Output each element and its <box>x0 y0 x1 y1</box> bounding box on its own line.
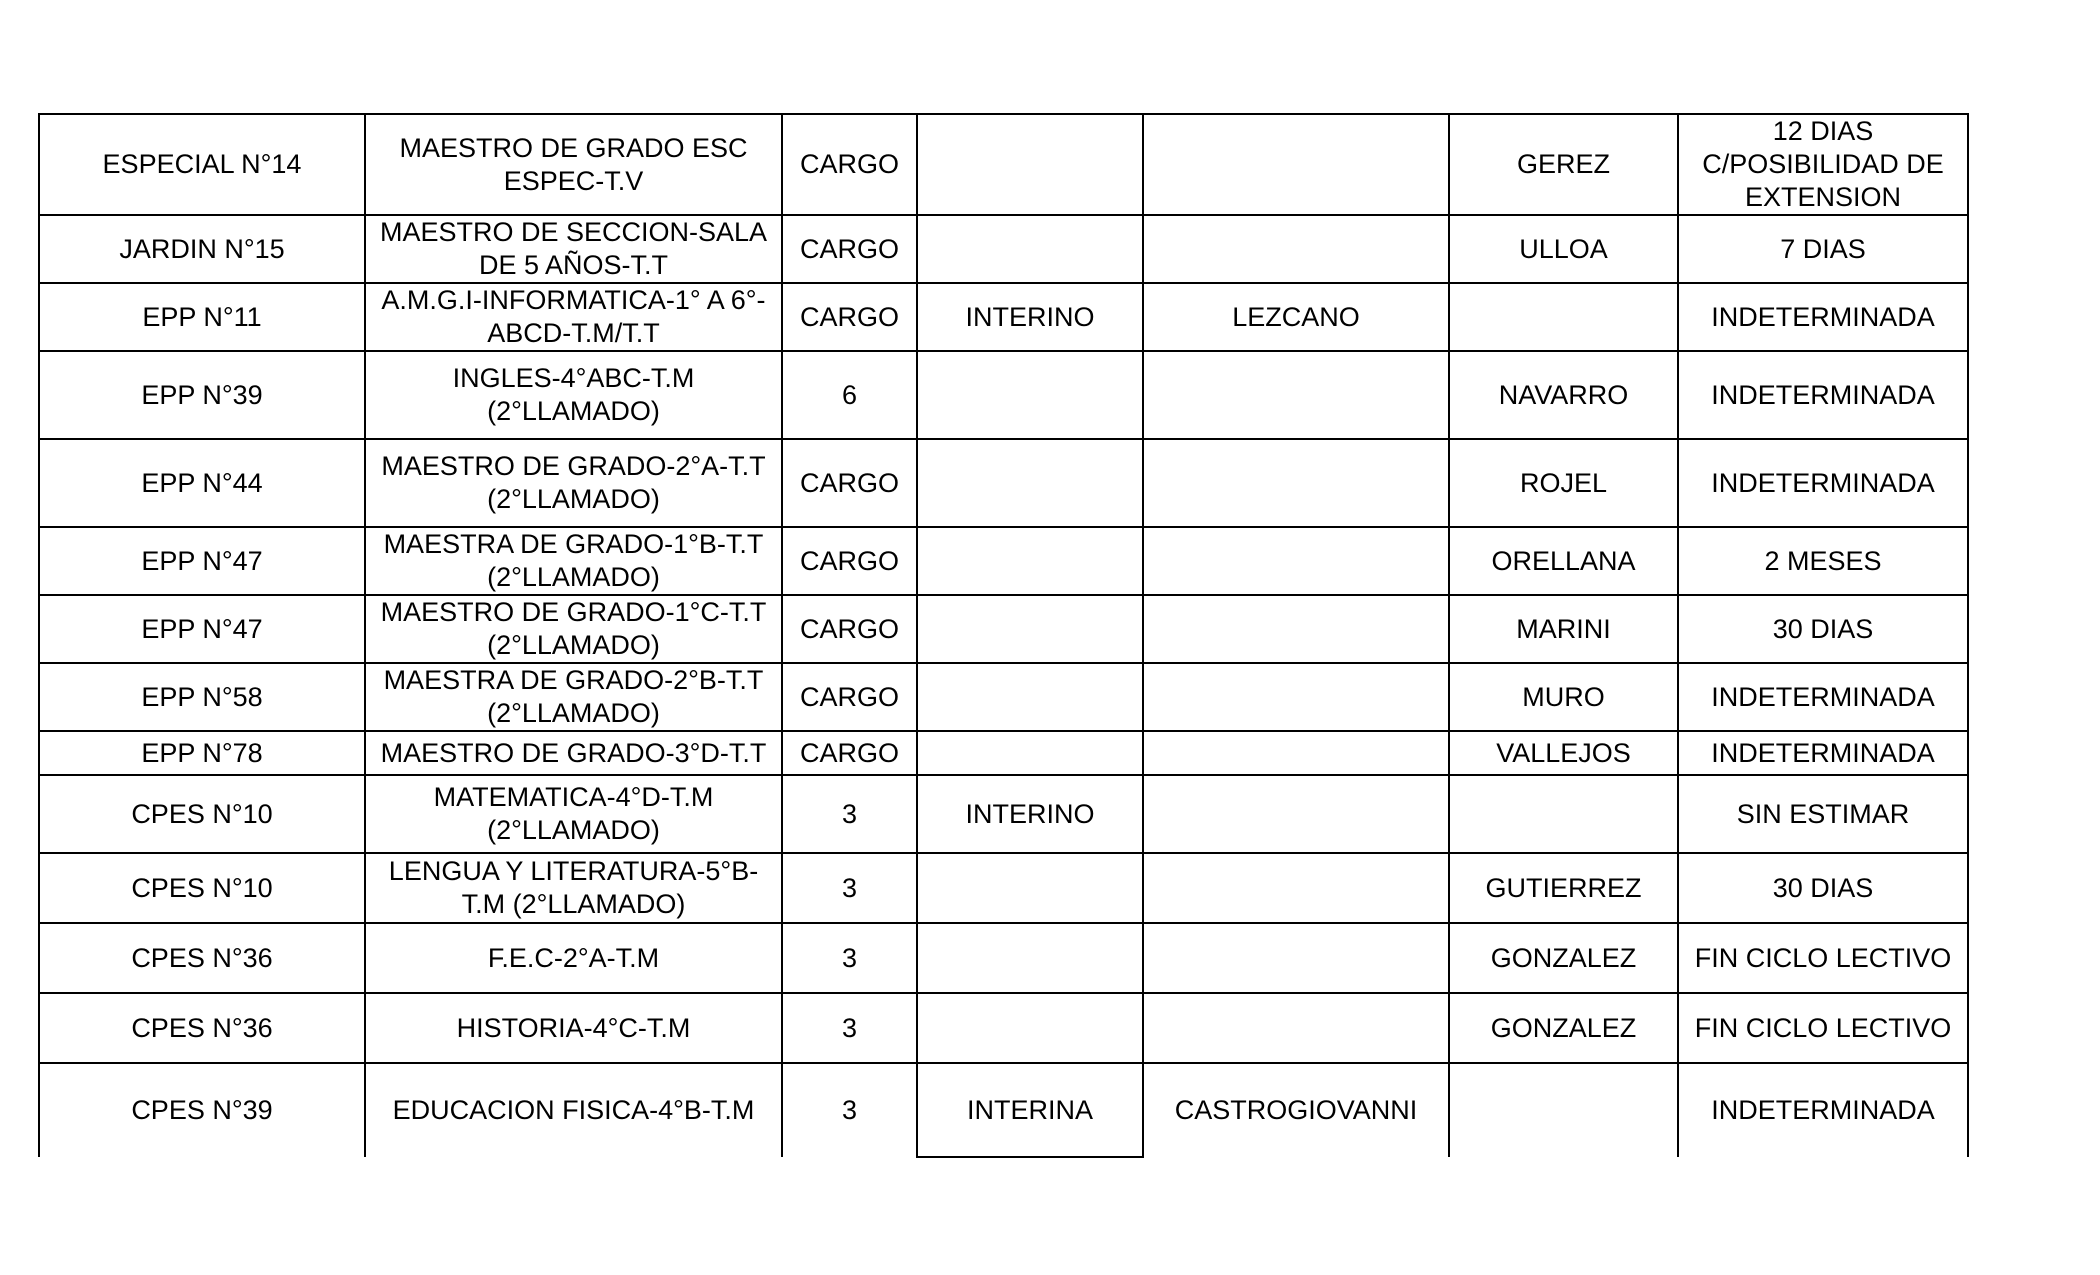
position-cell: F.E.C-2°A-T.M <box>365 923 782 993</box>
table-row <box>39 853 1968 923</box>
holder-cell <box>1143 527 1449 595</box>
status-cell <box>917 923 1143 993</box>
position-cell: MAESTRA DE GRADO-1°B-T.T (2°LLAMADO) <box>365 527 782 595</box>
table-row <box>39 993 1968 1063</box>
holder-cell: CASTROGIOVANNI <box>1143 1063 1449 1157</box>
replaced-cell: MURO <box>1449 663 1678 731</box>
holder-cell <box>1143 215 1449 283</box>
replaced-cell: GEREZ <box>1449 114 1678 215</box>
hours-cell: CARGO <box>782 595 917 663</box>
status-cell <box>917 731 1143 775</box>
school-cell: EPP N°78 <box>39 731 365 775</box>
position-cell: MAESTRO DE GRADO-1°C-T.T (2°LLAMADO) <box>365 595 782 663</box>
replaced-cell: VALLEJOS <box>1449 731 1678 775</box>
status-cell <box>917 853 1143 923</box>
duration-cell: INDETERMINADA <box>1678 283 1968 351</box>
table-row <box>39 283 1968 351</box>
table-row <box>39 1063 1968 1157</box>
position-cell: LENGUA Y LITERATURA-5°B-T.M (2°LLAMADO) <box>365 853 782 923</box>
replaced-cell <box>1449 775 1678 853</box>
school-cell: EPP N°47 <box>39 527 365 595</box>
duration-cell: INDETERMINADA <box>1678 663 1968 731</box>
holder-cell <box>1143 351 1449 439</box>
school-cell: EPP N°11 <box>39 283 365 351</box>
table-body <box>39 114 1968 1157</box>
duration-cell: INDETERMINADA <box>1678 731 1968 775</box>
hours-cell: CARGO <box>782 731 917 775</box>
table-row <box>39 923 1968 993</box>
hours-cell: 6 <box>782 351 917 439</box>
holder-cell <box>1143 439 1449 527</box>
hours-cell: 3 <box>782 853 917 923</box>
status-cell <box>917 114 1143 215</box>
holder-cell <box>1143 775 1449 853</box>
status-cell: INTERINO <box>917 283 1143 351</box>
status-cell <box>917 351 1143 439</box>
duration-cell: FIN CICLO LECTIVO <box>1678 993 1968 1063</box>
status-cell: INTERINO <box>917 775 1143 853</box>
duration-cell: 30 DIAS <box>1678 595 1968 663</box>
school-cell: ESPECIAL N°14 <box>39 114 365 215</box>
status-cell <box>917 663 1143 731</box>
duration-cell: 7 DIAS <box>1678 215 1968 283</box>
duration-cell: 30 DIAS <box>1678 853 1968 923</box>
replaced-cell: ULLOA <box>1449 215 1678 283</box>
school-cell: EPP N°44 <box>39 439 365 527</box>
replaced-cell: ORELLANA <box>1449 527 1678 595</box>
school-cell: EPP N°47 <box>39 595 365 663</box>
position-cell: MATEMATICA-4°D-T.M (2°LLAMADO) <box>365 775 782 853</box>
replaced-cell: GONZALEZ <box>1449 993 1678 1063</box>
school-cell: CPES N°10 <box>39 853 365 923</box>
holder-cell <box>1143 731 1449 775</box>
position-cell: HISTORIA-4°C-T.M <box>365 993 782 1063</box>
replaced-cell: NAVARRO <box>1449 351 1678 439</box>
school-cell: CPES N°39 <box>39 1063 365 1157</box>
position-cell: EDUCACION FISICA-4°B-T.M <box>365 1063 782 1157</box>
position-cell: MAESTRO DE GRADO-3°D-T.T <box>365 731 782 775</box>
status-cell <box>917 215 1143 283</box>
replaced-cell <box>1449 283 1678 351</box>
replaced-cell: MARINI <box>1449 595 1678 663</box>
duration-cell: FIN CICLO LECTIVO <box>1678 923 1968 993</box>
replaced-cell: GUTIERREZ <box>1449 853 1678 923</box>
school-cell: JARDIN N°15 <box>39 215 365 283</box>
holder-cell <box>1143 595 1449 663</box>
replaced-cell: GONZALEZ <box>1449 923 1678 993</box>
position-cell: MAESTRO DE GRADO ESC ESPEC-T.V <box>365 114 782 215</box>
hours-cell: CARGO <box>782 283 917 351</box>
status-cell <box>917 439 1143 527</box>
holder-cell <box>1143 114 1449 215</box>
duration-cell: SIN ESTIMAR <box>1678 775 1968 853</box>
table-row <box>39 595 1968 663</box>
status-cell <box>917 595 1143 663</box>
position-cell: MAESTRO DE GRADO-2°A-T.T (2°LLAMADO) <box>365 439 782 527</box>
hours-cell: 3 <box>782 1063 917 1157</box>
status-cell <box>917 993 1143 1063</box>
school-cell: CPES N°36 <box>39 993 365 1063</box>
hours-cell: 3 <box>782 923 917 993</box>
table-row <box>39 775 1968 853</box>
position-cell: A.M.G.I-INFORMATICA-1° A 6°-ABCD-T.M/T.T <box>365 283 782 351</box>
table-row <box>39 439 1968 527</box>
hours-cell: CARGO <box>782 114 917 215</box>
hours-cell: 3 <box>782 993 917 1063</box>
school-cell: EPP N°39 <box>39 351 365 439</box>
holder-cell <box>1143 853 1449 923</box>
holder-cell: LEZCANO <box>1143 283 1449 351</box>
duration-cell: INDETERMINADA <box>1678 439 1968 527</box>
holder-cell <box>1143 923 1449 993</box>
duration-cell: 12 DIAS C/POSIBILIDAD DE EXTENSION <box>1678 114 1968 215</box>
table-row <box>39 351 1968 439</box>
school-cell: CPES N°36 <box>39 923 365 993</box>
vacancy-table <box>38 113 1969 1158</box>
hours-cell: CARGO <box>782 527 917 595</box>
position-cell: INGLES-4°ABC-T.M (2°LLAMADO) <box>365 351 782 439</box>
duration-cell: INDETERMINADA <box>1678 351 1968 439</box>
school-cell: EPP N°58 <box>39 663 365 731</box>
hours-cell: CARGO <box>782 215 917 283</box>
school-cell: CPES N°10 <box>39 775 365 853</box>
replaced-cell <box>1449 1063 1678 1157</box>
table-row <box>39 731 1968 775</box>
status-cell: INTERINA <box>917 1063 1143 1157</box>
status-cell <box>917 527 1143 595</box>
hours-cell: 3 <box>782 775 917 853</box>
duration-cell: INDETERMINADA <box>1678 1063 1968 1157</box>
position-cell: MAESTRA DE GRADO-2°B-T.T (2°LLAMADO) <box>365 663 782 731</box>
duration-cell: 2 MESES <box>1678 527 1968 595</box>
table-row <box>39 114 1968 215</box>
holder-cell <box>1143 663 1449 731</box>
table-row <box>39 663 1968 731</box>
table-row <box>39 527 1968 595</box>
replaced-cell: ROJEL <box>1449 439 1678 527</box>
holder-cell <box>1143 993 1449 1063</box>
hours-cell: CARGO <box>782 439 917 527</box>
hours-cell: CARGO <box>782 663 917 731</box>
position-cell: MAESTRO DE SECCION-SALA DE 5 AÑOS-T.T <box>365 215 782 283</box>
table-row <box>39 215 1968 283</box>
